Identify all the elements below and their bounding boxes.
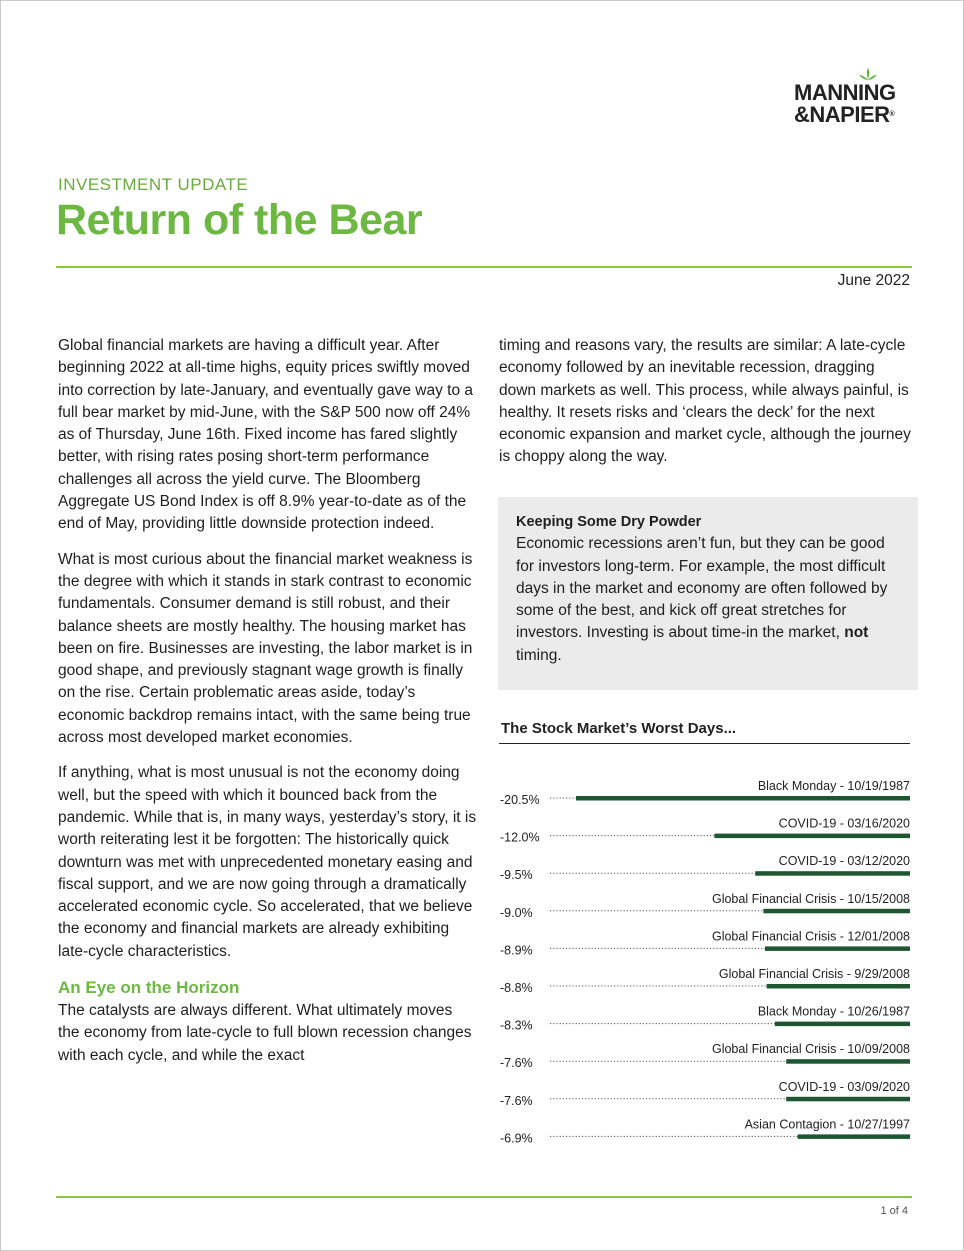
bar-value-label: -7.6%: [500, 1093, 533, 1108]
bar-value-label: -12.0%: [500, 830, 540, 845]
bar: [786, 1059, 910, 1064]
bar-value-label: -8.8%: [500, 981, 533, 995]
worst-days-bar-chart: [490, 760, 920, 1155]
bar-category-label: COVID-19 - 03/16/2020: [778, 816, 910, 831]
bar-value-label: -8.9%: [500, 943, 533, 958]
paragraph-2: What is most curious about the financial market weakness is the degree with which it stands in stark contrast to economic fundamentals. Consumer demand is still robust, and their balance sheets are mostly healthy. The housing market has been on fire. Businesses are investing, the labor market is in good shape, and previously stagnant wage growth is finally on the rise. Certain problematic areas aside, today’s economic backdrop remains intact, with the same being true across most developed market economies.: [58, 550, 473, 747]
bar-value-label: -7.6%: [500, 1056, 533, 1071]
bar: [798, 1134, 910, 1139]
logo-text-napier: &NAPIER®: [794, 102, 895, 127]
bar-value-label: -9.5%: [500, 868, 533, 883]
page-title: Return of the Bear: [56, 196, 423, 244]
right-paragraph-1: timing and reasons vary, the results are similar: A late-cycle economy followed by an inevitable recession, dragging down markets as well. This process, while always painful, is healthy. It resets risks and ‘clears the deck’ for the next economic expansion and market cycle, although the journey is choppy along the way.: [499, 337, 911, 466]
callout-title: Keeping Some Dry Powder: [516, 514, 702, 530]
bar-category-label: Global Financial Crisis - 10/09/2008: [711, 1042, 910, 1057]
bar-category-label: Global Financial Crisis - 12/01/2008: [711, 929, 910, 944]
publication-date: June 2022: [837, 272, 910, 289]
bar-category-label: Global Financial Crisis - 9/29/2008: [718, 967, 910, 981]
chart-title: The Stock Market’s Worst Days...: [501, 720, 737, 737]
bar: [755, 871, 910, 876]
callout-box: [498, 497, 918, 690]
manning-napier-logo: [794, 66, 914, 128]
bar: [765, 946, 910, 951]
bar-value-label: -8.3%: [500, 1018, 533, 1033]
section-heading: An Eye on the Horizon: [58, 978, 240, 998]
bar-category-label: Asian Contagion - 10/27/1997: [744, 1117, 910, 1132]
paragraph-1: Global financial markets are having a difficult year. After beginning 2022 at all-time highs, equity prices swiftly moved into correction by late-January, and eventually gave way to a full bear market by mid-June, with the S&P 500 now off 24% as of Thursday, June 16th. Fixed income has fared slightly better, with rising rates posing short-term performance challenges all across the yield curve. The Bloomberg Aggregate US Bond Index is off 8.9% year-to-date as of the end of May, providing little downside protection indeed.: [58, 337, 474, 533]
bar-category-label: COVID-19 - 03/12/2020: [778, 854, 910, 869]
bar-value-label: -9.0%: [500, 905, 533, 920]
bar: [714, 834, 910, 839]
bar-category-label: COVID-19 - 03/09/2020: [778, 1079, 910, 1094]
bar: [775, 1022, 910, 1027]
bar-value-label: -6.9%: [500, 1131, 533, 1146]
footer-divider: [56, 1196, 912, 1198]
bar: [576, 796, 910, 801]
logo-text-manning: MANNING: [794, 80, 896, 105]
header-divider: [56, 266, 912, 268]
bar-value-label: -20.5%: [500, 793, 540, 807]
left-column: [58, 335, 478, 1080]
bar-category-label: Black Monday - 10/26/1987: [757, 1004, 910, 1019]
bar: [763, 909, 910, 914]
paragraph-3: If anything, what is most unusual is not the economy doing well, but the speed with which it bounced back from the pandemic. While that is, in many ways, yesterday’s story, it is worth reiterating lest it be forgotten: The historically quick downturn was met with unprecedented monetary easing and fiscal support, and we are now going through a dramatically accelerated economic cycle. So accelerated, that we believe the economy and financial markets are already exhibiting late-cycle characteristics.: [58, 764, 477, 960]
bar-category-label: Global Financial Crisis - 10/15/2008: [711, 891, 910, 906]
bar: [786, 1097, 910, 1102]
paragraph-4: The catalysts are always different. What ultimately moves the economy from late-cycle to full blown recession changes with each cycle, and while the exact: [58, 1002, 472, 1064]
callout-body: Economic recessions aren’t fun, but they can be good for investors long-term. For example, the most difficult days in the market and economy are often followed by some of the best, and kick off great stretches for investors. Investing is about time-in the market, not timing.: [516, 535, 888, 664]
eyebrow-label: INVESTMENT UPDATE: [58, 175, 249, 194]
page-number: 1 of 4: [880, 1205, 908, 1217]
chart-title-rule: [499, 743, 910, 744]
bar: [767, 984, 910, 989]
bar-category-label: Black Monday - 10/19/1987: [757, 779, 910, 793]
